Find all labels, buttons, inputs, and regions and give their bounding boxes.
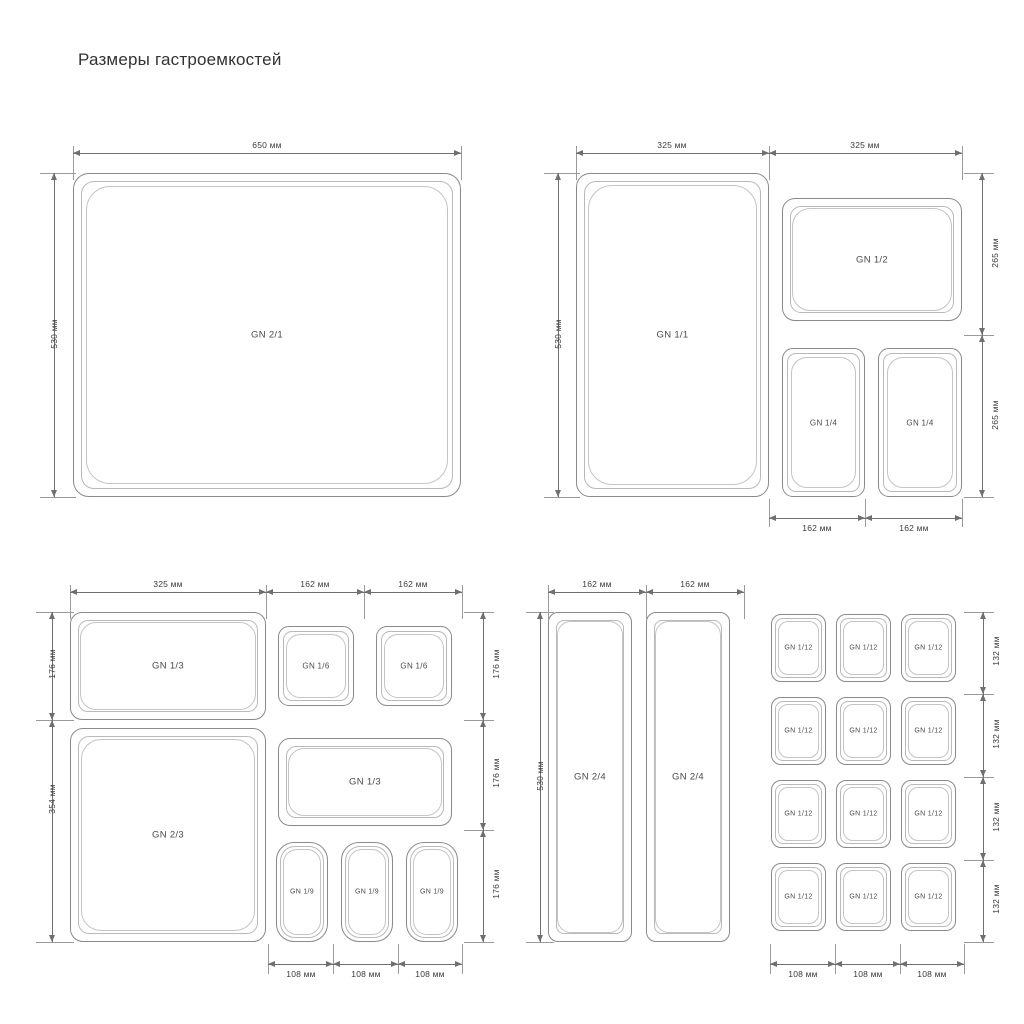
- dimension-label-top-3: 162 мм: [398, 579, 428, 589]
- pan-gn-1-12[interactable]: [771, 863, 826, 931]
- diagram-gn-1-3-group: [0, 512, 512, 1024]
- dimension-line-bottom-3: [398, 964, 462, 965]
- ext-line: [333, 944, 334, 974]
- dimension-line-right-3: [983, 777, 984, 860]
- dimension-line-right-2: [983, 694, 984, 777]
- dimension-label-top-2: 325 мм: [850, 140, 880, 150]
- dimension-line-bottom-2: [333, 964, 398, 965]
- dimension-label-bottom-2: 108 мм: [351, 969, 381, 979]
- pan-label: GN 1/9: [355, 888, 379, 896]
- pan-label: GN 1/12: [849, 727, 878, 735]
- ext-line: [40, 173, 76, 174]
- pan-gn-1-12[interactable]: [901, 697, 956, 765]
- dimension-label-bottom-2: 108 мм: [853, 969, 883, 979]
- ext-line: [36, 720, 74, 721]
- pan-label: GN 1/6: [400, 661, 428, 671]
- ext-line: [461, 146, 462, 180]
- pan-label: GN 1/3: [152, 660, 184, 672]
- pan-label: GN 1/6: [302, 661, 330, 671]
- pan-gn-1-6-right[interactable]: [376, 626, 452, 706]
- dimension-label-left: 530 мм: [535, 761, 545, 791]
- dimension-line-top-1: [576, 153, 769, 154]
- dimension-line-top-3: [364, 592, 462, 593]
- pan-label: GN 1/12: [914, 810, 943, 818]
- pan-label: GN 2/1: [251, 329, 283, 341]
- dimension-line-right-2: [483, 720, 484, 830]
- dimension-label-right-2: 265 мм: [990, 400, 1000, 430]
- diagram-gn-2-1: [0, 0, 512, 512]
- dimension-label-right-2: 132 мм: [991, 719, 1001, 749]
- dimension-label-bottom-1: 162 мм: [802, 523, 832, 533]
- ext-line: [964, 694, 994, 695]
- pan-gn-2-1[interactable]: [73, 173, 461, 497]
- diagram-gn-2-4-group: [512, 512, 1024, 1024]
- pan-label: GN 1/1: [656, 329, 689, 341]
- pan-gn-1-1[interactable]: [576, 173, 769, 497]
- dimension-label-left-1: 176 мм: [47, 649, 57, 679]
- pan-label: GN 1/12: [849, 893, 878, 901]
- pan-label: GN 1/2: [856, 254, 888, 265]
- pan-gn-1-3-top[interactable]: [70, 612, 266, 720]
- ext-line: [964, 777, 994, 778]
- dimension-label-bottom-1: 108 мм: [788, 969, 818, 979]
- dimension-label-top-2: 162 мм: [680, 579, 710, 589]
- pan-gn-1-12[interactable]: [836, 780, 891, 848]
- dimension-line-right-4: [983, 860, 984, 942]
- dimension-label-bottom-3: 108 мм: [415, 969, 445, 979]
- pan-label: GN 1/12: [784, 810, 813, 818]
- pan-label: GN 2/4: [574, 771, 606, 783]
- ext-line: [464, 942, 494, 943]
- pan-gn-2-4-left[interactable]: [548, 612, 632, 942]
- pan-gn-1-2[interactable]: [782, 198, 962, 321]
- dimension-label-right-1: 176 мм: [491, 649, 501, 679]
- ext-line: [462, 585, 463, 619]
- pan-gn-1-9-1[interactable]: [276, 842, 328, 942]
- pan-gn-1-12[interactable]: [901, 614, 956, 682]
- dimension-label-top-1: 162 мм: [582, 579, 612, 589]
- pan-gn-1-12[interactable]: [771, 614, 826, 682]
- ext-line: [526, 942, 554, 943]
- pan-gn-1-12[interactable]: [901, 780, 956, 848]
- pan-label: GN 1/9: [420, 888, 444, 896]
- page-title: Размеры гастроемкостей: [78, 50, 282, 69]
- pan-label: GN 1/4: [809, 418, 838, 427]
- dimension-label-bottom-3: 108 мм: [917, 969, 947, 979]
- dimension-label-bottom-1: 108 мм: [286, 969, 316, 979]
- dimension-line-right-1: [483, 612, 484, 720]
- ext-line: [464, 612, 494, 613]
- dimension-line-bottom-1: [770, 964, 835, 965]
- ext-line: [962, 146, 963, 180]
- pan-label: GN 1/12: [914, 644, 943, 652]
- ext-line: [835, 944, 836, 974]
- pan-gn-2-4-right[interactable]: [646, 612, 730, 942]
- pan-gn-1-4-left[interactable]: [782, 348, 865, 497]
- dimension-line-top-1: [548, 592, 646, 593]
- pan-label: GN 1/12: [784, 727, 813, 735]
- pan-gn-1-12[interactable]: [771, 697, 826, 765]
- dimension-line-top-1: [70, 592, 266, 593]
- pan-label: GN 1/12: [849, 810, 878, 818]
- ext-line: [964, 612, 994, 613]
- ext-line: [544, 497, 580, 498]
- ext-line: [900, 944, 901, 974]
- ext-line: [462, 944, 463, 974]
- ext-line: [398, 944, 399, 974]
- ext-line: [964, 944, 965, 974]
- dimension-label-top-1: 325 мм: [153, 579, 183, 589]
- diagram-gn-1-1-group: [512, 0, 1024, 533]
- ext-line: [964, 942, 994, 943]
- ext-line: [36, 612, 74, 613]
- ext-line: [464, 720, 494, 721]
- dimension-label-top-2: 162 мм: [300, 579, 330, 589]
- ext-line: [268, 944, 269, 974]
- dimension-label-right-3: 176 мм: [491, 869, 501, 899]
- dimension-line-top-2: [769, 153, 962, 154]
- pan-label: GN 1/4: [906, 418, 934, 427]
- dimension-label-right-4: 132 мм: [991, 884, 1001, 914]
- pan-label: GN 1/9: [290, 888, 314, 896]
- ext-line: [40, 497, 76, 498]
- ext-line: [36, 942, 74, 943]
- dimension-line-bottom-1: [268, 964, 333, 965]
- pan-gn-1-3-bottom[interactable]: [278, 738, 452, 826]
- dimension-label-bottom-2: 162 мм: [899, 523, 929, 533]
- dimension-line-right-3: [483, 830, 484, 942]
- pan-gn-1-6-left[interactable]: [278, 626, 354, 706]
- pan-gn-1-9-3[interactable]: [406, 842, 458, 942]
- dimension-label-left: 530 мм: [553, 319, 563, 349]
- pan-gn-1-4-right[interactable]: [878, 348, 962, 497]
- ext-line: [464, 830, 494, 831]
- pan-gn-1-12[interactable]: [836, 697, 891, 765]
- pan-gn-1-12[interactable]: [771, 780, 826, 848]
- dimension-line-top-2: [266, 592, 364, 593]
- dimension-line-right-2: [982, 335, 983, 497]
- ext-line: [964, 497, 994, 498]
- dimension-line-bottom-2: [835, 964, 900, 965]
- ext-line: [770, 944, 771, 974]
- dimension-line-bottom-3: [900, 964, 964, 965]
- dimension-line-top: [73, 153, 461, 154]
- dimension-label-left-2: 354 мм: [47, 784, 57, 814]
- pan-label: GN 1/12: [784, 893, 813, 901]
- pan-label: GN 1/3: [349, 776, 381, 788]
- dimension-label-right-2: 176 мм: [491, 758, 501, 788]
- dimension-label-right-3: 132 мм: [991, 802, 1001, 832]
- pan-label: GN 2/4: [672, 771, 704, 783]
- dimension-label-right-1: 265 мм: [990, 238, 1000, 268]
- dimension-line-right-1: [983, 612, 984, 694]
- dimension-label-top-1: 325 мм: [657, 140, 687, 150]
- pan-label: GN 1/12: [914, 727, 943, 735]
- dimension-line-right-1: [982, 173, 983, 335]
- dimension-line-top-2: [646, 592, 744, 593]
- ext-line: [544, 173, 580, 174]
- pan-label: GN 1/12: [849, 644, 878, 652]
- ext-line: [744, 585, 745, 619]
- pan-gn-1-12[interactable]: [836, 863, 891, 931]
- pan-gn-2-3[interactable]: [70, 728, 266, 942]
- pan-gn-1-12[interactable]: [836, 614, 891, 682]
- dimension-label-right-1: 132 мм: [991, 636, 1001, 666]
- pan-gn-1-12[interactable]: [901, 863, 956, 931]
- dimension-label-width: 650 мм: [252, 140, 282, 150]
- pan-gn-1-9-2[interactable]: [341, 842, 393, 942]
- pan-label: GN 1/12: [784, 644, 813, 652]
- dimension-label-height: 530 мм: [49, 319, 59, 349]
- ext-line: [964, 860, 994, 861]
- pan-label: GN 1/12: [914, 893, 943, 901]
- pan-label: GN 2/3: [152, 829, 184, 841]
